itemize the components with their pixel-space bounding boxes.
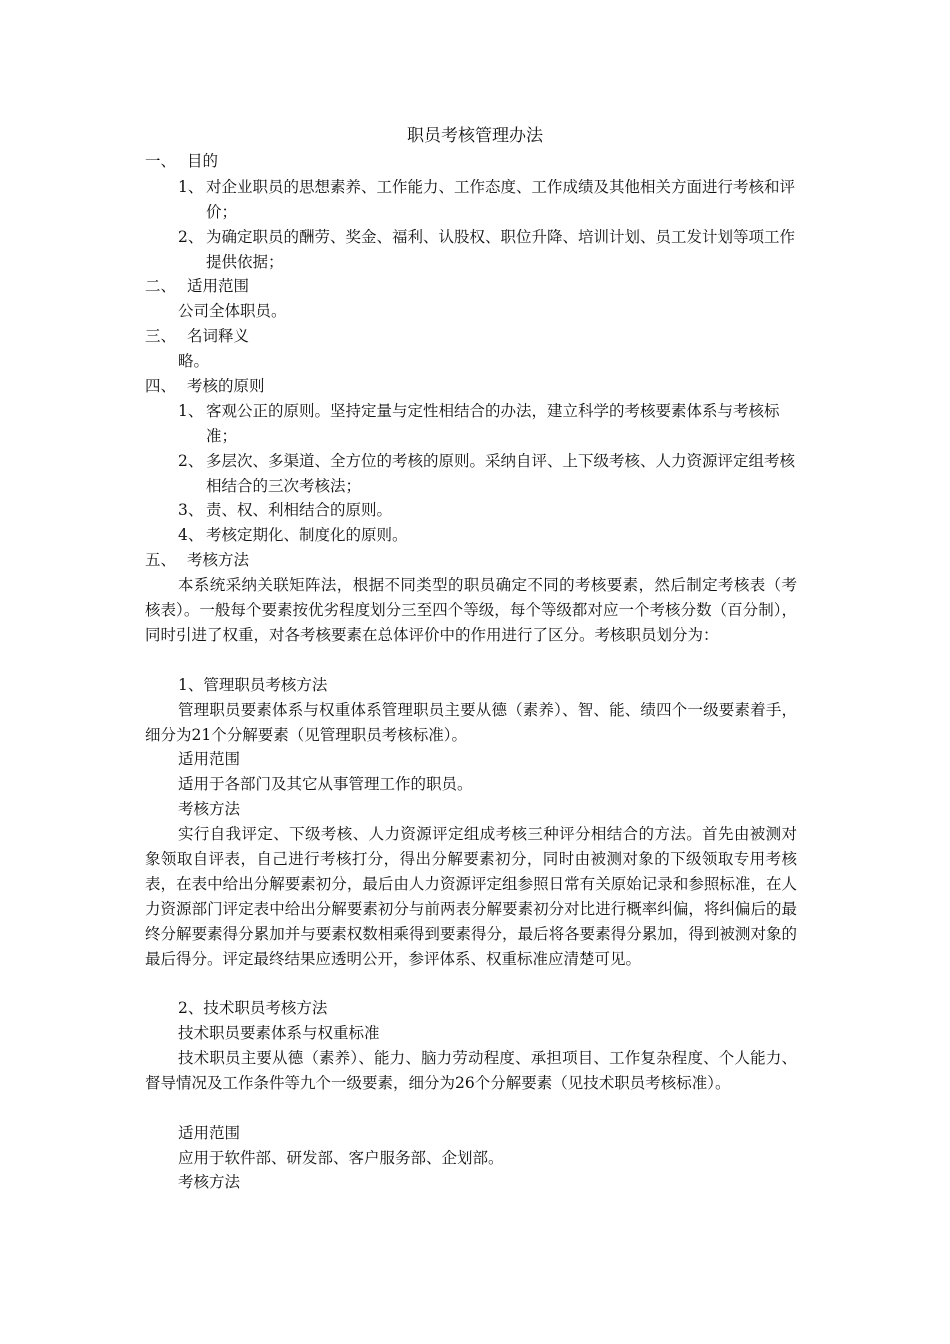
section-heading-methods [145,548,249,573]
section-heading-purpose [145,149,218,174]
section-number: 一、 [145,152,177,170]
list-item [178,449,798,499]
list-item [178,523,798,548]
section-number: 三、 [145,327,177,345]
management-scope-text: 适用于各部门及其它从事管理工作的职员。 [178,775,473,793]
subsection-title-technical: 2、技术职员考核方法 [178,999,328,1017]
item-number: 3、 [178,501,204,519]
item-number: 1、 [178,178,204,196]
technical-scope-text: 应用于软件部、研发部、客户服务部、企划部。 [178,1149,504,1167]
management-scope-label: 适用范围 [178,750,241,768]
management-method-label: 考核方法 [178,800,241,818]
item-number: 1、 [178,402,204,420]
management-method-text: 实行自我评定、下级考核、人力资源评定组成考核三种评分相结合的方法。首先由被测对象领取自评表，自己进行考核打分，得出分解要素初分，同时由被测对象的下级领取专用考核表，在表中给出分解要素初分，最后由人力资源评定组参照日常有关原始记录和参照标准，在人力资源部门评定表中给出分解要素初分与前两表分解要素初分对比进行概率纠偏，将纠偏后的最终分解要素得分累加并与要素权数相乘得到要素得分，最后将各要素得分累加，得到被测对象的最后得分。评定最终结果应透明公开，参评体系、权重标准应清楚可见。 [145,825,797,968]
list-item [178,498,798,523]
item-text: 多层次、多渠道、全方位的考核的原则。采纳自评、上下级考核、人力资源评定组考核相结合的三次考核法； [206,452,796,495]
section-heading-principles [145,374,265,399]
section-title: 名词释义 [187,327,250,345]
section-title: 适用范围 [187,277,250,295]
item-text: 考核定期化、制度化的原则。 [206,526,408,544]
section-heading-definitions [145,324,249,349]
section-title: 目的 [187,152,219,170]
intro-paragraph: 本系统采纳关联矩阵法，根据不同类型的职员确定不同的考核要素，然后制定考核表（考核表）。一般每个要素按优劣程度划分三至四个等级，每个等级都对应一个考核分数（百分制），同时引进了权重，对各考核要素在总体评价中的作用进行了区分。考核职员划分为： [145,576,797,644]
section-number: 五、 [145,551,177,569]
section-heading-scope [145,274,249,299]
list-item [178,399,798,449]
technical-method-label: 考核方法 [178,1173,241,1191]
subsection-title-management: 1、管理职员考核方法 [178,676,328,694]
item-text: 责、权、利相结合的原则。 [206,501,393,519]
section-body: 略。 [178,352,210,370]
item-number: 2、 [178,228,204,246]
section-number: 四、 [145,377,177,395]
technical-description: 技术职员主要从德（素养）、能力、脑力劳动程度、承担项目、工作复杂程度、个人能力、督导情况及工作条件等九个一级要素，细分为26个分解要素（见技术职员考核标准）。 [145,1049,797,1092]
item-text: 对企业职员的思想素养、工作能力、工作态度、工作成绩及其他相关方面进行考核和评价； [206,178,796,221]
list-item [178,175,798,225]
section-body: 公司全体职员。 [178,302,287,320]
section-title: 考核方法 [187,551,250,569]
list-item [178,225,798,275]
document-title: 职员考核管理办法 [407,126,543,146]
item-text: 客观公正的原则。坚持定量与定性相结合的办法，建立科学的考核要素体系与考核标准； [206,402,780,445]
section-number: 二、 [145,277,177,295]
item-text: 为确定职员的酬劳、奖金、福利、认股权、职位升降、培训计划、员工发计划等项工作提供依据； [206,228,796,271]
section-title: 考核的原则 [187,377,265,395]
item-number: 2、 [178,452,204,470]
technical-subtitle: 技术职员要素体系与权重标准 [178,1024,380,1042]
technical-scope-label: 适用范围 [178,1124,241,1142]
item-number: 4、 [178,526,204,544]
management-description: 管理职员要素体系与权重体系管理职员主要从德（素养）、智、能、绩四个一级要素着手，细分为21个分解要素（见管理职员考核标准）。 [145,701,797,744]
